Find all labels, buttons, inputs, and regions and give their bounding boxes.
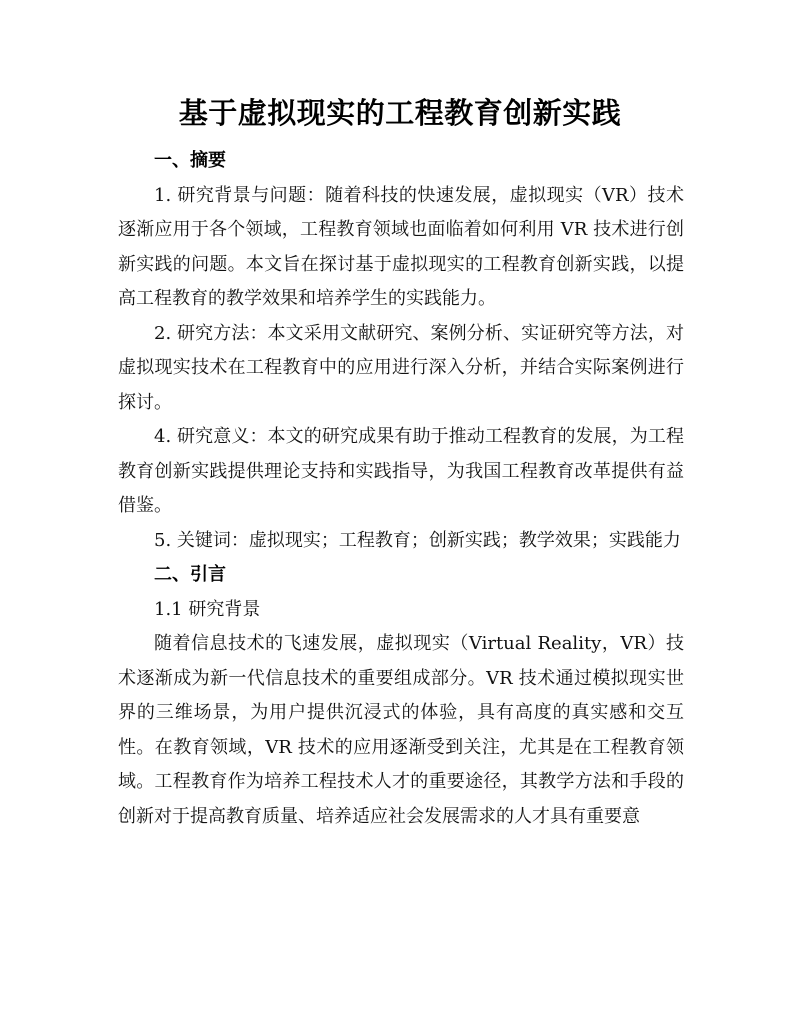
- section-heading-abstract: 一、摘要: [154, 150, 226, 171]
- subsection-heading-background: 1.1 研究背景: [154, 598, 261, 620]
- section-heading-introduction: 二、引言: [154, 564, 226, 585]
- abstract-item-background: 1. 研究背景与问题：随着科技的快速发展，虚拟现实（VR）技术逐渐应用于各个领域，工程教育领域也面临着如何利用 VR 技术进行创新实践的问题。本文旨在探讨基于虚拟现实的工程教育创新实践，以提高工程教育的教学效果和培养学生的实践能力。: [118, 184, 684, 309]
- abstract-item-significance: 4. 研究意义：本文的研究成果有助于推动工程教育的发展，为工程教育创新实践提供理论支持和实践指导，为我国工程教育改革提供有益借鉴。: [118, 426, 684, 516]
- document-title: 基于虚拟现实的工程教育创新实践: [178, 96, 622, 130]
- abstract-item-methods: 2. 研究方法：本文采用文献研究、案例分析、实证研究等方法，对虚拟现实技术在工程教育中的应用进行深入分析，并结合实际案例进行探讨。: [118, 322, 684, 413]
- introduction-paragraph: 随着信息技术的飞速发展，虚拟现实（Virtual Reality，VR）技术逐渐成为新一代信息技术的重要组成部分。VR 技术通过模拟现实世界的三维场景，为用户提供沉浸式的体验，具有高度的真实感和交互性。在教育领域，VR 技术的应用逐渐受到关注，尤其是在工程教育领域。工程教育作为培养工程技术人才的重要途径，其教学方法和手段的创新对于提高教育质量、培养适应社会发展需求的人才具有重要意: [118, 633, 684, 827]
- document-body: [118, 144, 684, 834]
- abstract-item-keywords: 5. 关键词：虚拟现实；工程教育；创新实践；教学效果；实践能力: [154, 529, 681, 551]
